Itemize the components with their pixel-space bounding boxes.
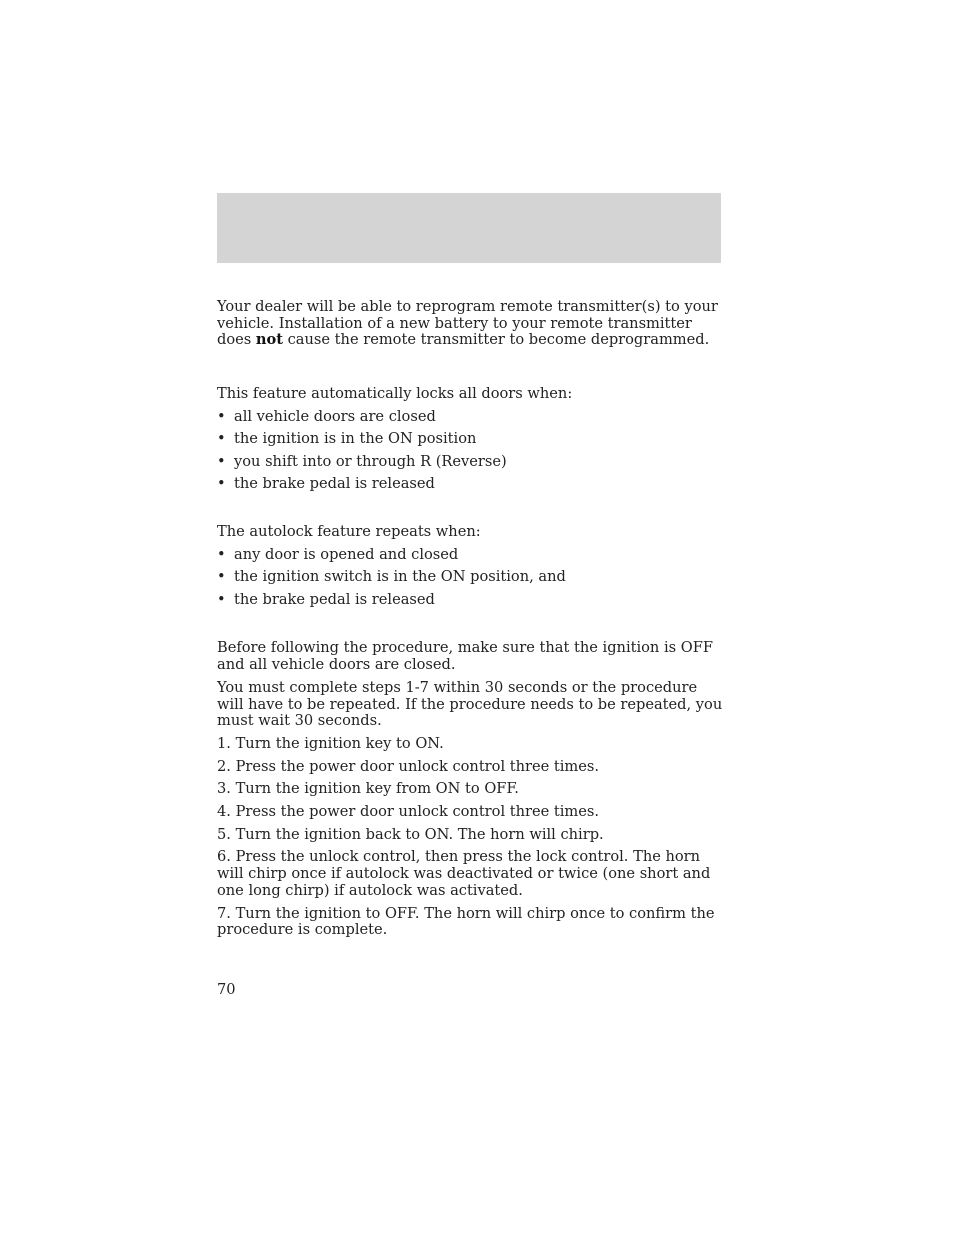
autolock-intro: This feature automatically locks all doors when:	[217, 385, 573, 403]
list-item-text: all vehicle doors are closed	[234, 407, 436, 425]
page-number: 70	[217, 981, 236, 998]
bullet-icon: •	[217, 590, 226, 608]
section-header-band	[217, 193, 721, 263]
repeat-conditions-list	[217, 547, 723, 609]
list-item	[217, 476, 723, 493]
procedure-step: 7. Turn the ignition to OFF. The horn will chirp once to confirm the procedure is complete.	[217, 904, 715, 939]
remote-emphasis: not	[255, 331, 283, 349]
remote-reprogram-paragraph	[217, 299, 723, 349]
autolock-conditions-list	[217, 409, 723, 493]
list-item	[217, 409, 723, 426]
bullet-icon: •	[217, 568, 226, 586]
list-item	[217, 431, 723, 448]
list-item	[217, 569, 723, 586]
procedure-step: 1. Turn the ignition key to ON.	[217, 734, 444, 752]
list-item-text: any door is opened and closed	[234, 545, 459, 563]
remote-text-after: cause the remote transmitter to become deprogrammed.	[283, 331, 710, 349]
procedure-step: 3. Turn the ignition key from ON to OFF.	[217, 780, 519, 798]
bullet-icon: •	[217, 430, 226, 448]
procedure-timing-note: You must complete steps 1-7 within 30 seconds or the procedure will have to be repeated. If the procedure needs to be repeated, you must wait 30 seconds.	[217, 678, 723, 730]
list-item	[217, 454, 723, 471]
page-content	[217, 299, 723, 945]
list-item	[217, 547, 723, 564]
remote-text-before: Your dealer will be able to reprogram remote transmitter(s) to your vehicle. Installation of a new battery to your remote transmitter does	[217, 298, 718, 349]
bullet-icon: •	[217, 452, 226, 470]
list-item-text: you shift into or through R (Reverse)	[234, 452, 507, 470]
procedure-step: 4. Press the power door unlock control three times.	[217, 803, 600, 821]
bullet-icon: •	[217, 545, 226, 563]
list-item-text: the brake pedal is released	[234, 590, 435, 608]
list-item	[217, 592, 723, 609]
procedure-step: 2. Press the power door unlock control three times.	[217, 757, 600, 775]
procedure-steps-list	[217, 736, 723, 939]
bullet-icon: •	[217, 475, 226, 493]
procedure-step: 6. Press the unlock control, then press the lock control. The horn will chirp once if autolock was deactivated or twice (one short and one long chirp) if autolock was activated.	[217, 848, 711, 899]
bullet-icon: •	[217, 407, 226, 425]
procedure-step: 5. Turn the ignition back to ON. The horn will chirp.	[217, 825, 604, 843]
list-item-text: the brake pedal is released	[234, 475, 435, 493]
repeat-intro: The autolock feature repeats when:	[217, 523, 481, 541]
list-item-text: the ignition is in the ON position	[234, 430, 477, 448]
procedure-precondition: Before following the procedure, make sure that the ignition is OFF and all vehicle doors are closed.	[217, 639, 713, 674]
list-item-text: the ignition switch is in the ON position, and	[234, 568, 566, 586]
